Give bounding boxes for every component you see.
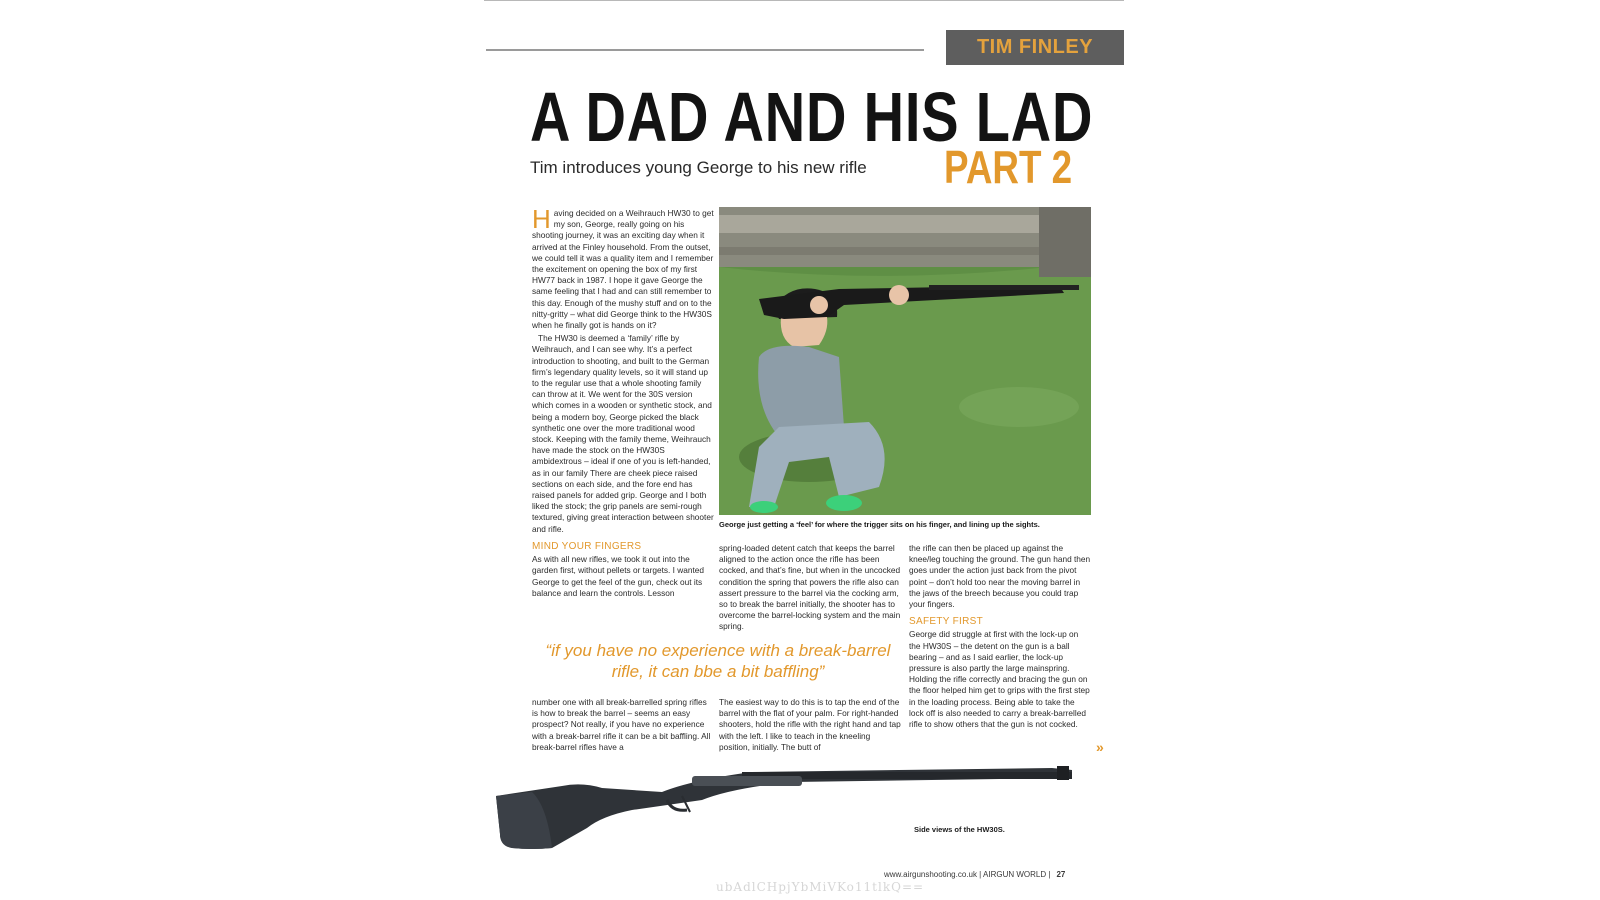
footer-site: www.airgunshooting.co.uk | AIRGUN WORLD |: [884, 870, 1051, 879]
header-rule: [486, 49, 924, 51]
top-border: [484, 0, 1124, 1]
rifle-side-view: [492, 766, 1092, 876]
paragraph-tap-barrel: The easiest way to do this is to tap the end of the barrel with the flat of your palm. For right-handed shooters, hold the rifle with the right hand and tap with the left. I like to teach in the kneeling position, initially. The butt of: [719, 697, 901, 752]
subtitle: Tim introduces young George to his new rifle: [530, 158, 867, 177]
column-2-lower: [719, 697, 901, 755]
author-tab: TIM FINLEY: [946, 30, 1124, 65]
paragraph-detent: spring-loaded detent catch that keeps the barrel aligned to the action once the rifle has been cocked, and that’s fine, but when in the uncocked condition the spring that powers the rifle also can assert pressure to the barrel via the cocking arm, so to break the barrel initially, the shooter has to overcome the barrel-locking system and the main spring.: [719, 543, 901, 632]
photo-george-kneeling: [719, 207, 1091, 515]
dropcap: H: [532, 204, 551, 234]
subhead-safety-first: SAFETY FIRST: [909, 616, 983, 628]
photo-caption: George just getting a ‘feel’ for where the trigger sits on his finger, and lining up the sights.: [719, 520, 1040, 529]
paragraph-knee: the rifle can then be placed up against the knee/leg touching the ground. The gun hand then goes under the action just back from the pivot point – don’t hold too near the moving barrel in the jaws of the breech because you could trap your fingers.: [909, 543, 1091, 610]
column-2: [719, 543, 901, 635]
paragraph-safety: George did struggle at first with the lock-up on the HW30S – the detent on the gun is a ball bearing – and as I said earlier, the lock-up pressure is also partly the large mainspring. Holding the rifle correctly and bracing the gun on the floor helped him get to grips with the first step in the loading process. Being able to take the lock off is also needed to carry a break-barrelled rifle to show others that the gun is not cocked.: [909, 629, 1090, 730]
paragraph-break-barrel: number one with all break-barrelled spring rifles is how to break the barrel – seems an easy prospect? Not really, if you have no experience with a break-barrel rifle it can be a bit baffling. All break-barrel rifles have a: [532, 697, 711, 752]
paragraph-lesson: As with all new rifles, we took it out into the garden first, without pellets or targets. I wanted George to get the feel of the gun, check out its balance and learn the controls. Lesson: [532, 554, 705, 598]
headline: A DAD AND HIS LAD: [530, 78, 1094, 156]
paragraph-family-rifle: The HW30 is deemed a ‘family’ rifle by Weihrauch, and I can see why. It’s a perfect introduction to shooting, and built to the German firm’s legendary quality levels, so it will stand up to the regular use that a whole shooting family can throw at it. We went for the 30S version which comes in a wooden or synthetic stock, and being a modern boy, George picked the black synthetic one over the more traditional wood stock. Keeping with the family theme, Weihrauch have made the stock on the HW30S ambidextrous – ideal if one of you is left-handed, as in our family There are cheek piece raised sections on each side, and the fore end has raised panels for added grip. George and I both liked the stock; the grip panels are semi-rough textured, giving great interaction between shooter and rifle.: [532, 333, 714, 534]
magazine-page: [484, 0, 1124, 900]
pull-quote: “if you have no experience with a break-barrel rifle, it can bbe a bit baffling”: [545, 641, 891, 681]
watermark: ubAdlCHpjYbMiVKo11tlkQ==: [716, 880, 925, 894]
intro-paragraph: [532, 204, 714, 331]
column-1-lower: [532, 697, 714, 755]
rifle-caption: Side views of the HW30S.: [914, 825, 1005, 834]
subhead-mind-your-fingers: MIND YOUR FINGERS: [532, 540, 642, 552]
page-number: 27: [1056, 870, 1066, 879]
column-3: [909, 543, 1091, 732]
part-label: PART 2: [944, 141, 1073, 193]
page-footer: [884, 870, 1065, 879]
continue-arrow-icon: »: [1096, 739, 1104, 755]
intro-text: aving decided on a Weihrauch HW30 to get my son, George, really going on his shooting journey, it was an exciting day when it arrived at the Finley household. From the outset, we could tell it was a quality item and I remember the excitement on opening the box of my first HW77 back in 1987. I hope it gave George the same feeling that I had and can still remember to this day. Enough of the mushy stuff and on to the nitty-gritty – what did George think to the HW30S when he finally got is hands on it?: [532, 208, 714, 331]
column-1: [532, 204, 714, 601]
